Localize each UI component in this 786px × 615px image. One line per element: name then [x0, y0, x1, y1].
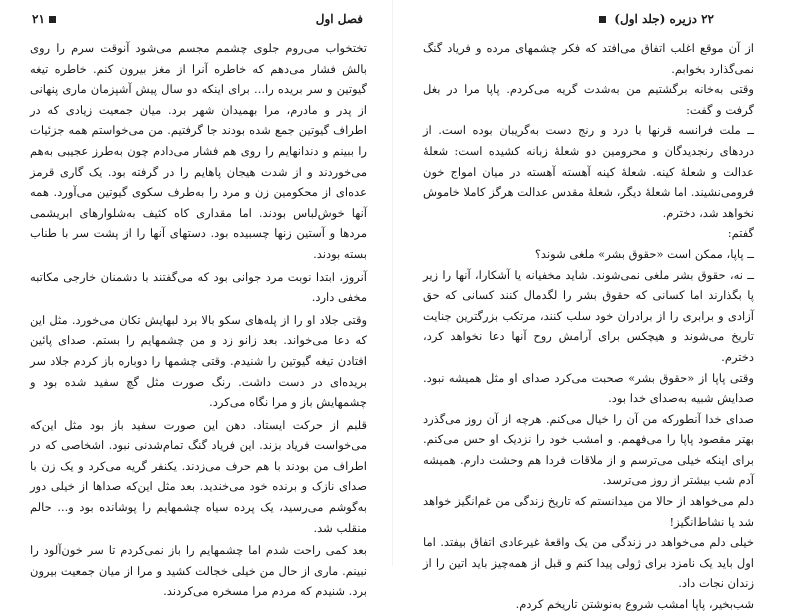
right-paragraph-8: صدای خدا آنطورکه من آن را خیال می‌کنم. هرچه از آن روز می‌گذرد بهتر مقصود پاپا را می‌فهمم. و امشب خود را نزدیک او حس می‌کنم. برای اینکه خیلی می‌ترسم و از ملاقات فردا هم وحشت دارم. همیشه آدم شب بیشتر از روز می‌ترسد.: [423, 411, 754, 488]
left-paragraph-4: قلبم از حرکت ایستاد. دهن این صورت سفید باز بود مثل این‌که می‌خواست فریاد بزند. این فریاد گنگ تمام‌شدنی نبود. اشخاصی که در اطراف من بودند با هم حرف می‌زدند. یکنفر گریه می‌کرد و یک زن با صدای نازک و برنده خود می‌خندید. بعد مثل این‌که صداها از خیلی دور به‌گوشم می‌رسید، یک پرده سیاه چشمهایم را پوشانده بود و... حالم منقلب شد.: [30, 417, 367, 535]
square-ornament-icon: [599, 16, 606, 23]
left-paragraph-2: آنروز، ابتدا نوبت مرد جوانی بود که می‌گفتند با دشمنان خارجی مکاتبه مخفی دارد.: [30, 269, 367, 305]
right-paragraph-7: وقتی پاپا از «حقوق بشر» صحبت می‌کرد صدای او مثل همیشه نبود. صدایش شبیه به‌صدای خدا بود.: [423, 370, 754, 406]
right-paragraph-9: دلم می‌خواهد از حالا من میدانستم که تاریخ زندگی من غم‌انگیز خواهد شد یا نشاط‌انگیز!: [423, 494, 754, 529]
right-paragraph-11: شب‌بخیر، پاپا امشب شروع به‌نوشتن تاریخم کردم.: [515, 597, 754, 612]
left-paragraph-1: تختخواب می‌روم جلوی چشمم مجسم می‌شود آنوقت سرم را روی بالش فشار می‌دهم که خاطره آنرا از مغز بیرون کنم. خاطره تیغه گیوتین و سر بریده را... برای اینکه دو سال پیش آشپزمان ماری پنهانی از پدر و مادرم، مرا بهمیدان شهر برد. میان جمعیت زیادی که در اطراف گیوتین جمع شده بودند جا گرفتیم. من می‌خواستم همه جزئیات را ببینم و دندانهایم را روی هم فشار می‌دادم چون به‌طرز عجیبی به‌هم می‌خوردند و از شدت هیجان پاهایم را در گرفته بود. یک گاری قرمز عده‌ای از محکومین زن و مرد را به‌طرف سکوی گیوتین می‌آورد. همه آنها خوش‌لباس بودند. اما مقداری کاه کثیف به‌شلوارهای ابریشمی مردها و آستین زنها چسبیده بود. دستهای آنها را از پشت سر با طناب بسته بودند.: [30, 41, 367, 261]
right-paragraph-2: وقتی به‌خانه برگشتیم من به‌شدت گریه می‌کردم. پاپا مرا در بغل گرفت و گفت:: [423, 82, 754, 117]
left-paragraph-3: وقتی جلاد او را از پله‌های سکو بالا برد لبهایش تکان می‌خورد. مثل این که دعا می‌خواند. بعد زانو زد و من چشمهایم را بستم. صدای پائین افتادن تیغه گیوتین را شنیدم. وقتی چشمها را دوباره باز کردم جلاد سر بریده‌ای در دست داشت. رنگ صورت مثل گچ سفید شده بود و چشمهایش باز و مرا نگاه می‌کرد.: [30, 312, 367, 410]
left-page: [0, 0, 393, 599]
left-paragraph-5: بعد کمی راحت شدم اما چشمهایم را باز نمی‌کردم تا سر خون‌آلود را نبینم. ماری از حال من خیلی خجالت کشید و مرا از میان جمعیت بیرون برد. شنیدم که مردم مرا مسخره می‌کردند.: [30, 543, 367, 599]
right-paragraph-5: ــ پاپا، ممکن است «حقوق بشر» ملغی شوند؟: [534, 246, 754, 261]
right-page-header: [423, 12, 754, 30]
right-paragraph-10: خیلی دلم می‌خواهد در زندگی من یک واقعهٔ غیرعادی اتفاق بیفتد. اما اول باید یک نامزد برای ژولی پیدا کنم و قبل از همه‌چیز باید اتین را از زندان نجات داد.: [423, 535, 754, 591]
right-paragraph-4: گفتم:: [727, 226, 754, 241]
right-running-title-block: [595, 12, 714, 26]
chapter-title: فصل اول: [315, 12, 363, 26]
left-page-number-block: [32, 12, 60, 26]
right-paragraph-3: ــ ملت فرانسه قرنها با درد و رنج دست به‌گریبان بوده است. از دردهای رنجدیدگان و محرومین دو شعلهٔ زبانه کشیده است: شعلهٔ عدالت و شعلهٔ کینه. شعلهٔ کینه آهسته آهسته در میان امواج خون فرومی‌نشیند. اما شعلهٔ دیگر، شعلهٔ مقدس عدالت هرگز کاملا خاموش نخواهد شد، دخترم.: [423, 123, 754, 220]
running-title: ۲۲ دزیره (جلد اول): [614, 12, 714, 26]
right-paragraph-6: ــ نه، حقوق بشر ملغی نمی‌شوند. شاید مخفیانه یا آشکارا، آنها را زیر پا بگذارند اما کسانی که حقوق بشر را لگدمال کنند کسانی که حق آزادی و برابری را از برادران خود سلب کنند، مرتکب بزرگترین جنایت تاریخ می‌شوند و هیچکس برای آرامش روح آنها دعا نخواهد کرد، دخترم.: [423, 267, 754, 364]
left-page-number: ۲۱: [32, 12, 45, 26]
right-paragraph-1: از آن موقع اغلب اتفاق می‌افتد که فکر چشمهای مرده و فریاد گنگ نمی‌گذارد بخوابم.: [423, 41, 754, 76]
right-page: [393, 0, 786, 612]
square-ornament-icon: [49, 16, 56, 23]
left-page-header: [30, 12, 367, 30]
